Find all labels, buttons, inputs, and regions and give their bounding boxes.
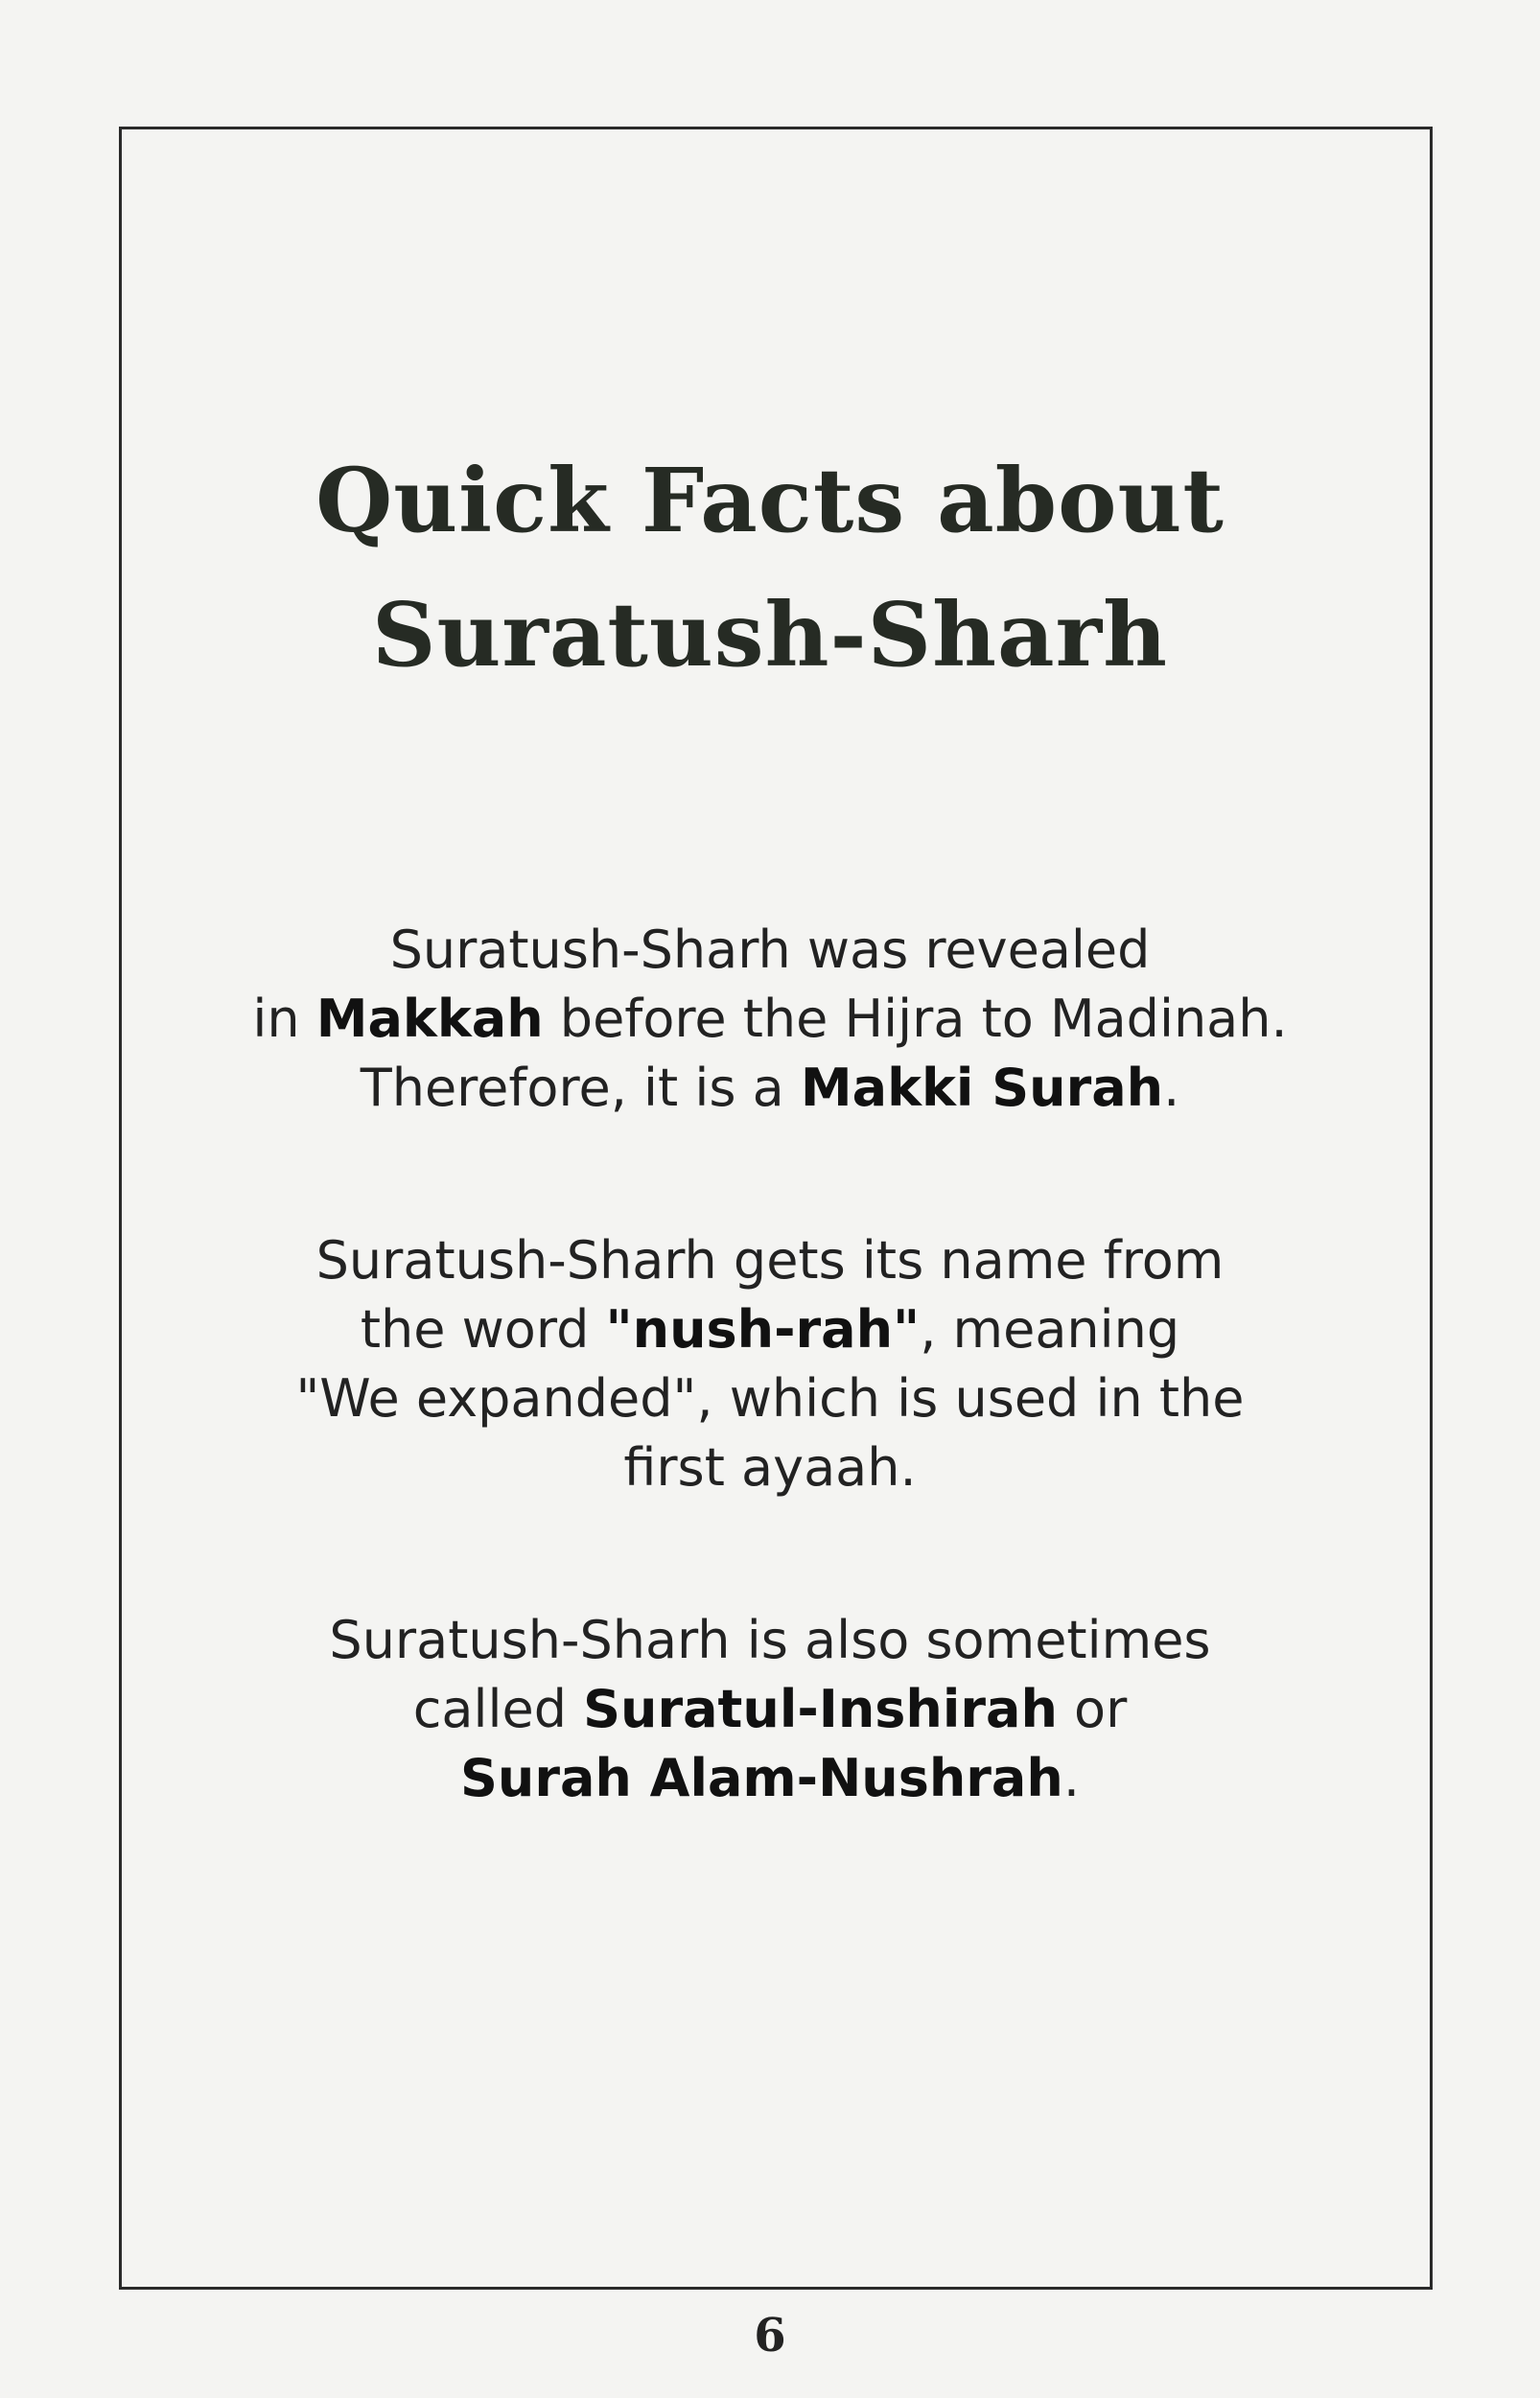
facts-body <box>0 916 1540 1813</box>
text-line <box>0 1226 1540 1295</box>
fact-paragraph-revelation <box>0 916 1540 1123</box>
text-line <box>0 1054 1540 1123</box>
text-run: called <box>412 1679 584 1739</box>
text-run: before the Hijra to Madinah. <box>543 989 1288 1049</box>
text-run: "We expanded", which is used in the <box>295 1368 1245 1429</box>
page-number: 6 <box>754 2309 786 2363</box>
text-line <box>0 1606 1540 1675</box>
text-run: Therefore, it is a <box>360 1058 801 1118</box>
text-line <box>0 916 1540 985</box>
text-line <box>0 985 1540 1054</box>
text-run: Suratush-Sharh was revealed <box>389 920 1151 980</box>
text-run: . <box>1163 1058 1180 1118</box>
emphasized-term: Surah Alam-Nushrah <box>460 1748 1063 1808</box>
text-run: in <box>252 989 316 1049</box>
fact-paragraph-other-names <box>0 1606 1540 1813</box>
text-run: , meaning <box>920 1299 1180 1360</box>
text-run: first ayaah. <box>623 1437 917 1498</box>
emphasized-term: Suratul-Inshirah <box>583 1679 1058 1739</box>
text-line <box>0 1295 1540 1364</box>
title-line-2: Suratush-Sharh <box>372 582 1168 687</box>
emphasized-term: Makkah <box>315 989 544 1049</box>
text-run: the word <box>360 1299 606 1360</box>
title-line-1: Quick Facts about <box>315 448 1225 552</box>
emphasized-term: Makki Surah <box>800 1058 1164 1118</box>
page-title <box>0 433 1540 702</box>
text-line <box>0 1364 1540 1433</box>
text-run: Suratush-Sharh gets its name from <box>315 1230 1225 1291</box>
text-run: or <box>1057 1679 1128 1739</box>
text-line <box>0 1433 1540 1502</box>
fact-paragraph-name-origin <box>0 1226 1540 1502</box>
text-run: . <box>1062 1748 1080 1808</box>
emphasized-term: "nush-rah" <box>605 1299 921 1360</box>
text-line <box>0 1744 1540 1813</box>
text-line <box>0 1675 1540 1744</box>
text-run: Suratush-Sharh is also sometimes <box>329 1610 1211 1670</box>
